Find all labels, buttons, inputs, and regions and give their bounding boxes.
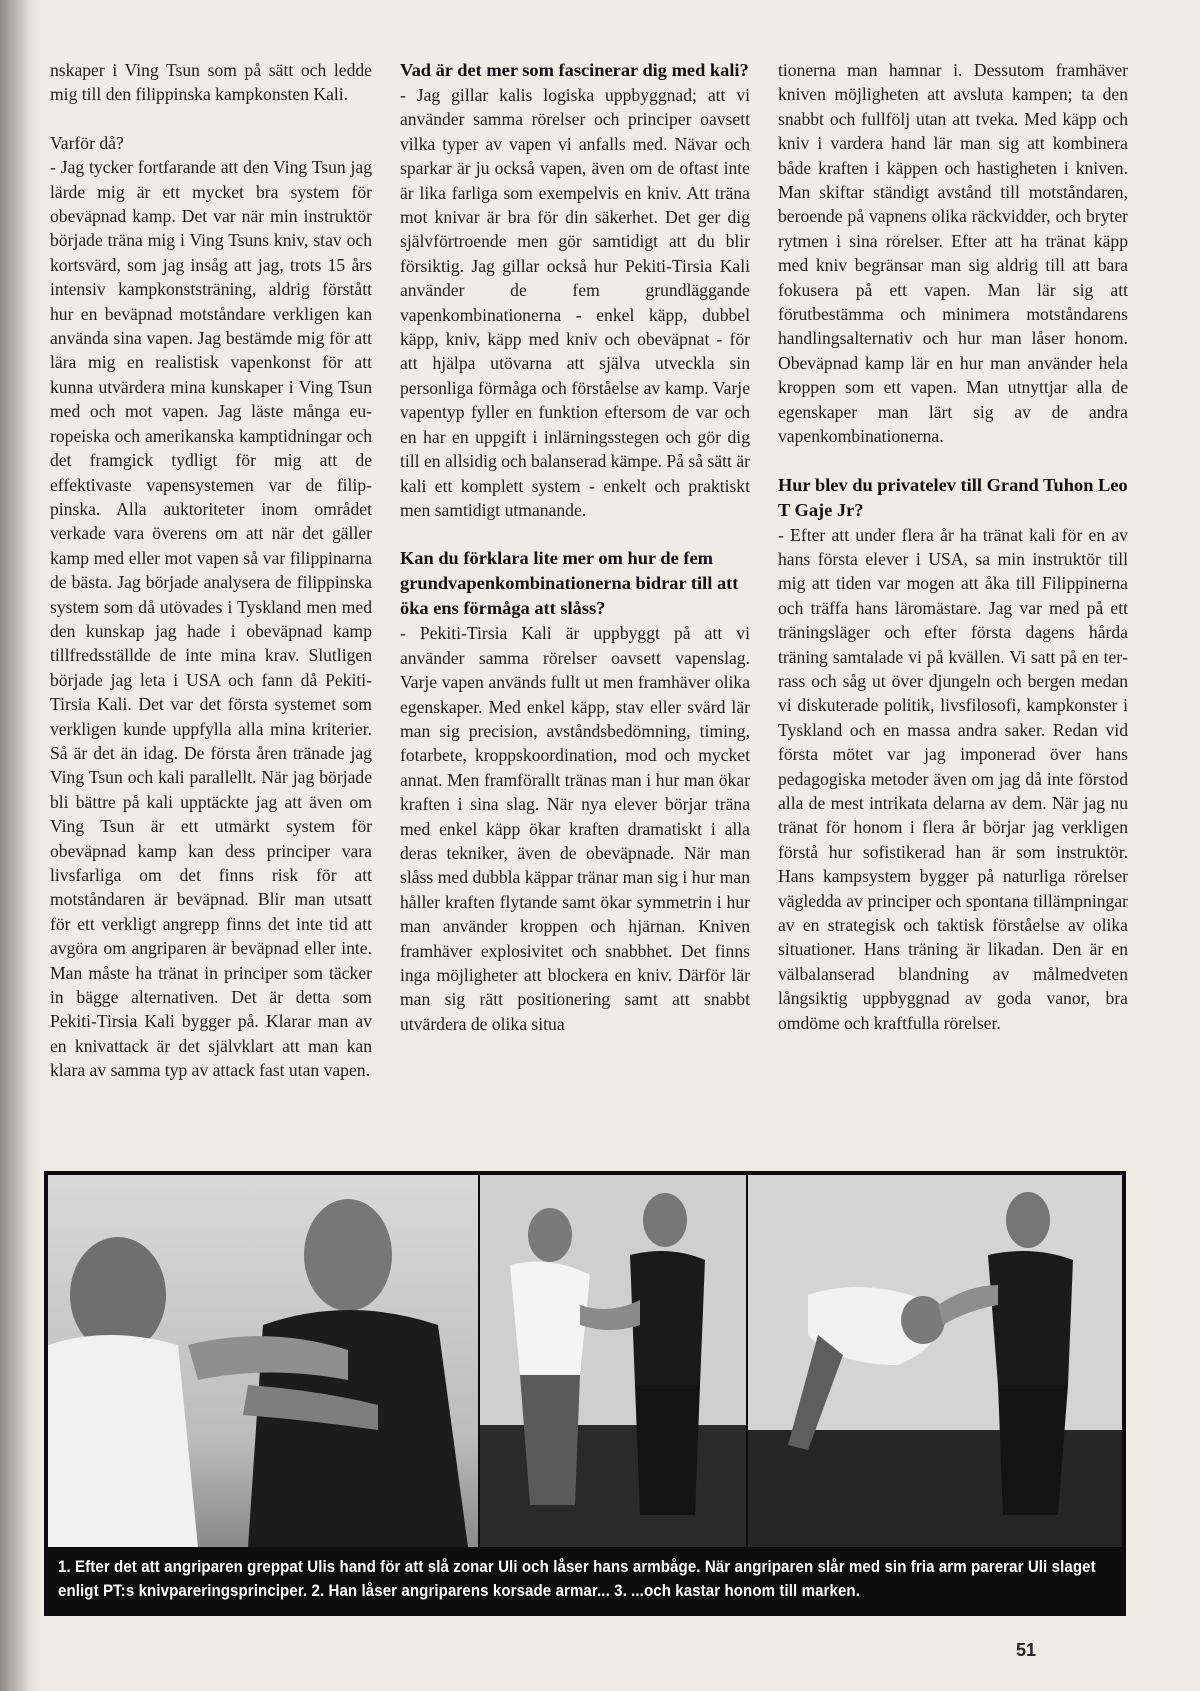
- body-paragraph: - Jag gillar kalis logiska uppbyggnad; att vi använder samma rörelser och principer oavsett vilka typer av vapen vi anfalls med. Nävar och sparkar är ju också vapen, även om de oftast inte är lika farliga som exempelvis en kniv. Att träna mot knivar är bra för din säkerhet. Det ger dig självförtroende men gör samtidigt att du blir försiktig. Jag gillar också hur Pekiti-Tirsia Kali använder de fem grundläggande vapenkombinationerna - enkel käpp, dubbel käpp, kniv, käpp med kniv och obeväpnat - för att hjälpa utövarna att själva utveckla sin personliga förmåga och förståelse av kamp. Varje vapentyp fyller en funktion eftersom de var och en har en uppgift i inlärningsstegen och gör dig till en allsidig och balanserad kämpe. På så sätt är kali ett komplett system - enkelt och praktiskt men samtidigt utmanande.: [400, 85, 750, 520]
- interview-question-heading: Hur blev du privatelev till Grand Tuhon Leo T Gaje Jr?: [778, 474, 1128, 520]
- body-paragraph: - Pekiti-Tirsia Kali är uppbyggt på att vi använder samma rörelser oavsett vapenslag. Varje vapen används fullt ut men framhäver olika egenskaper. Med enkel käpp, stav eller svärd lär man sig precision, avståndsbedömning, timing, fotarbete, kroppskoordination, mod och mycket annat. Men framförallt tränas man i hur man ökar kraften i sina slag. När nya elever börjar träna med enkel käpp ökar kraften dramatiskt i alla deras tekniker, även de obeväpnade. När man slåss med dubbla käppar tränar man sig i hur man håller kraften flytande samt ökar symmetrin i hur man använder kroppen och hjärnan. Kniven framhäver explosivitet och snabbhet. Det finns inga möjligheter att blockera en kniv. Därför lär man sig rätt positionering samt att snabbt utvärdera de olika situa: [400, 623, 750, 1034]
- paragraph-spacer: [50, 107, 372, 131]
- text-column-1: [50, 58, 372, 1158]
- text-column-3: [778, 58, 1128, 1158]
- photo-strip: [44, 1171, 1126, 1616]
- body-paragraph: - Jag tycker fortfarande att den Ving Tsun jag lärde mig är ett mycket bra system för obeväpnad kamp. Det var när min instruktör började träna mig i Ving Tsuns kniv, stav och kortsvärd, som jag insåg att jag, trots 15 års intensiv kampkonststräning, aldrig förstått hur en beväpnad motståndare verkligen kan använda sina vapen. Jag bestämde mig för att lära mig en realistisk vapenkonst för att kunna utvärdera mina kunskaper i Ving Tsun med och mot vapen. Jag läste många europeiska och amerikanska kamptidningar och det framgick tydligt för mig att de effektivaste vapensystemen var de filippinska. Alla auktoriteter inom området verkade vara överens om att när det gäller kamp med eller mot vapen så var filippinarna de bästa. Jag började analysera de filippinska system som då utövades i Tyskland men med den kunskap jag hade i obeväpnad kamp tillfredsställde de inte mina krav. Slutligen började jag leta i USA och fann då Pekiti-Tirsia Kali. Det var det första systemet som verkligen kunde uppfylla alla mina kriterier. Så är det än idag. De första åren tränade jag Ving Tsun och kali parallellt. När jag började bli bättre på kali upptäckte jag att även om Ving Tsun är ett utmärkt system för obeväpnad kamp kan dess principer vara livsfarliga om det finns risk för att motståndaren är beväpnad. Blir man utsatt för ett verkligt angrepp finns det inte tid att avgöra om angriparen är beväpnad eller inte. Man måste ha tränat in principer som täcker in bägge alternativen. Det är detta som Pekiti-Tirsia Kali bygger på. Klarar man av en knivattack är det självklart att man kan klara av samma typ av attack fast utan vapen.: [50, 157, 372, 1081]
- paragraph-spacer: [778, 449, 1128, 473]
- photo-caption: 1. Efter det att angriparen greppat Ulis hand för att slå zonar Uli och låser hans armbåge. När angriparen slår med sin fria arm parerar Uli slaget enligt PT:s knivpareringsprinciper. 2. Han låser angriparens korsade armar... 3. ...och kastar honom till marken.: [58, 1558, 1096, 1600]
- body-paragraph: nskaper i Ving Tsun som på sätt och ledde mig till den filippinska kampkonsten Kali.: [50, 60, 372, 105]
- photo-1-arm-lock: [48, 1175, 478, 1547]
- binding-shadow: [0, 0, 42, 1691]
- body-paragraph: - Efter att under flera år ha tränat kali för en av hans första elever i USA, sa min instruktör till mig att tiden var mogen att åka till Filippinerna och träffa hans läromästare. Jag var med på ett träningsläger och efter första dagens hårda träning samtalade vi på kvällen. Vi satt på en terrass och såg ut över djungeln och bergen medan vi diskuterade politik, livsfilosofi, kampkonster i Tyskland och en massa andra saker. Redan vid första mötet var jag imponerad över hans pedagogiska metoder även om jag då inte förstod alla de mest intrikata delarna av dem. När jag nu tränat för honom i flera år börjar jag verkligen förstå hur sofistikerad han är som instruktör. Hans kampsystem bygger på naturliga rörelser vägledda av principer och spontana tillämpningar av en strategisk och taktisk förståelse av olika situationer. Hans träning är likadan. Den är en välbalanserad blandning av målmedveten långsiktig uppbyggnad av goda vanor, bra omdöme och kraftfulla rörelser.: [778, 524, 1128, 1033]
- interview-question-heading: Vad är det mer som fascinerar dig med kali?: [400, 60, 749, 80]
- paragraph-spacer: [400, 522, 750, 546]
- body-paragraph: tionerna man hamnar i. Dessutom framhäver kniven möjligheten att avsluta kampen; ta den snabbt och fullfölj utan att tveka. Med käpp och kniv i vardera hand lär man sig att kombinera både kraften i käppen och hastigheten i kniven. Man skiftar ständigt avstånd till motståndaren, beroende på vapnens olika räckvidder, och bryter rytmen i sina rörelser. Efter att ha tränat käpp med kniv begränsar man sig aldrig till att bara fokusera på ett vapen. Man lär sig att förutbestämma och minimera motståndarens handlingsalternativ och hur man låser honom. Obeväpnad kamp lär en hur man använder hela kroppen som ett vapen. Man utnyttjar alla de egenskaper man lärt sig av de andra vapenkombinationerna.: [778, 60, 1128, 447]
- page-number: 51: [1016, 1640, 1037, 1660]
- text-column-2: [400, 58, 750, 1158]
- body-paragraph: Varför då?: [50, 132, 124, 153]
- photo-2-crossed-arms: [480, 1175, 746, 1547]
- photo-3-takedown: [748, 1175, 1122, 1547]
- interview-question-heading: Kan du förklara lite mer om hur de fem grundvapenkombinationerna bidrar till att öka ens förmåga att slåss?: [400, 548, 739, 619]
